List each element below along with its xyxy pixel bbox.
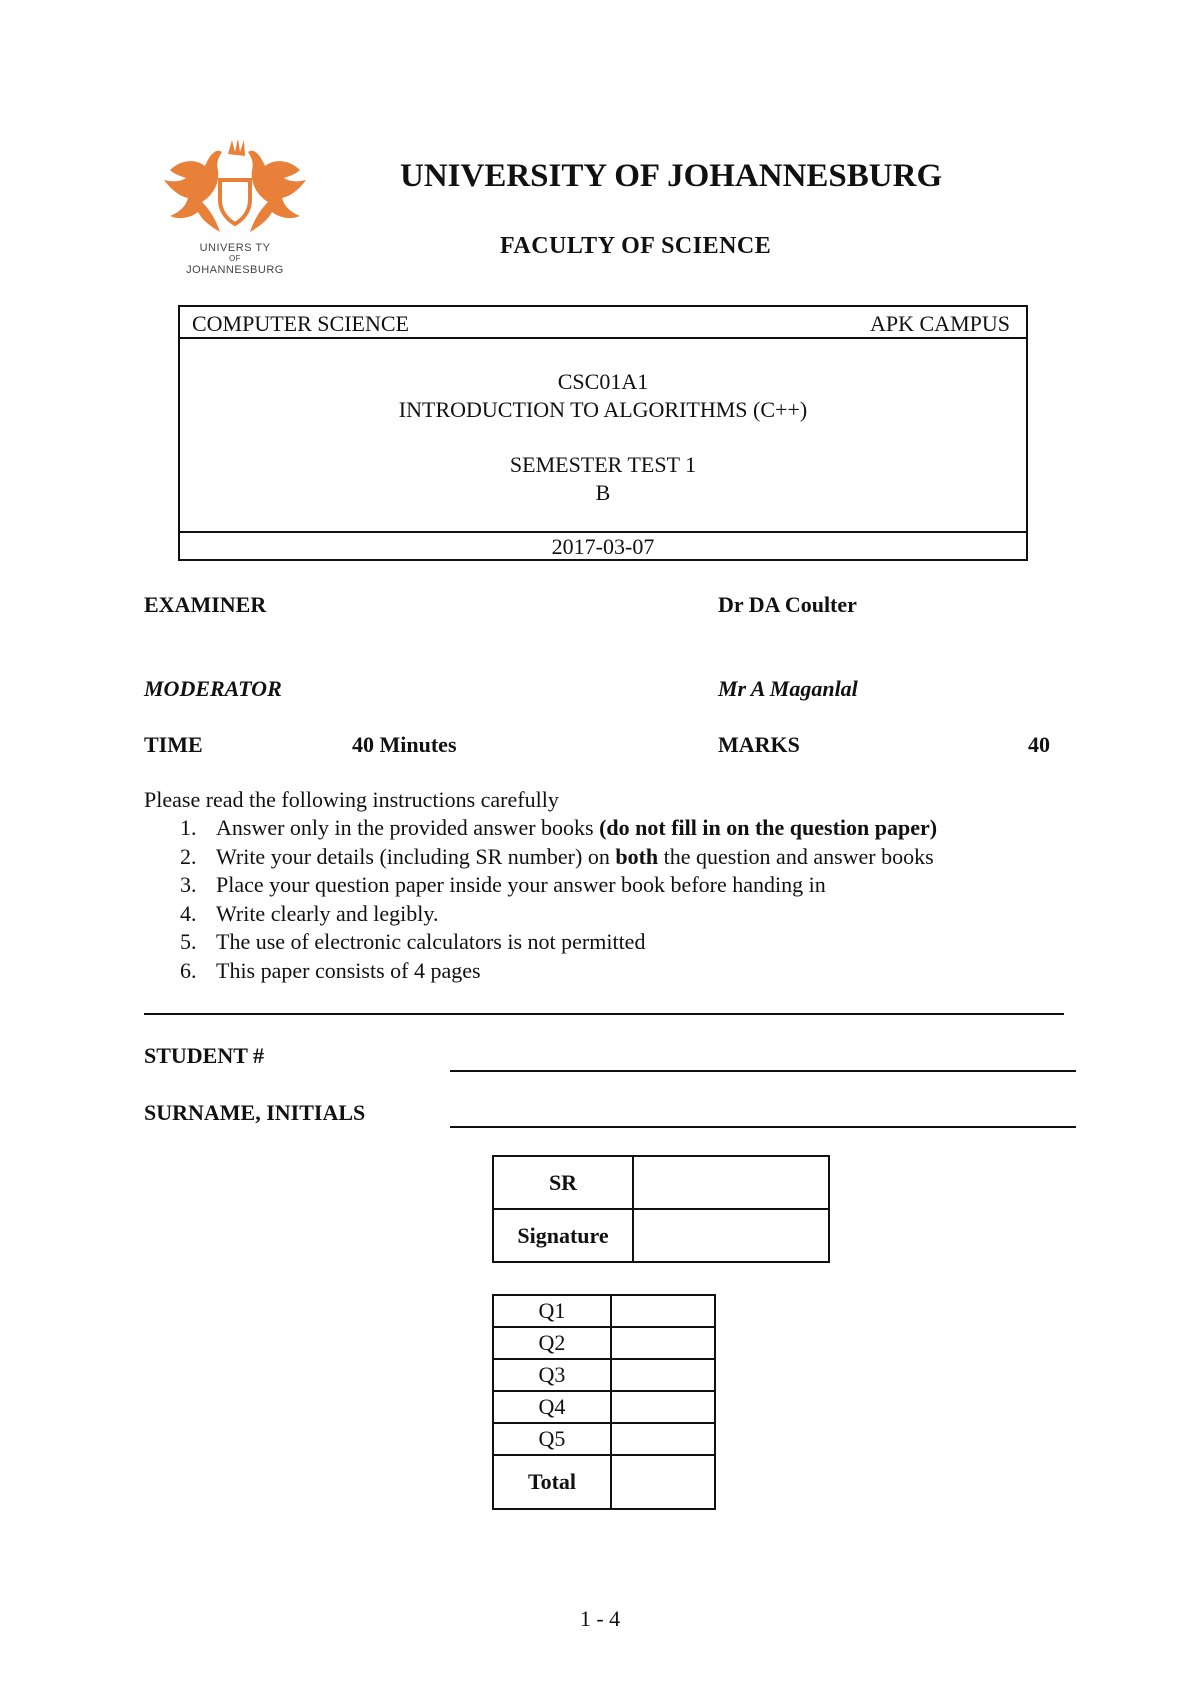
question-label-q5: Q5	[493, 1423, 611, 1455]
instruction-item: 3. Place your question paper inside your answer book before handing in	[180, 872, 826, 897]
sr-input-cell[interactable]	[633, 1156, 829, 1209]
university-logo	[150, 140, 320, 280]
mark-cell-q5[interactable]	[611, 1423, 715, 1455]
test-name: SEMESTER TEST 1	[509, 452, 697, 477]
question-marks-table	[492, 1294, 716, 1510]
question-label-q1: Q1	[493, 1295, 611, 1327]
logo-text-line3: JOHANNESBURG	[186, 264, 284, 276]
surname-label: SURNAME, INITIALS	[144, 1100, 366, 1125]
instruction-item: 5. The use of electronic calculators is not permitted	[180, 929, 646, 954]
instruction-item: 2. Write your details (including SR number) on both the question and answer books	[180, 843, 934, 869]
signature-input-cell[interactable]	[633, 1209, 829, 1262]
section-divider	[144, 1013, 1064, 1015]
student-number-label: STUDENT #	[144, 1043, 265, 1068]
instruction-item: 4. Write clearly and legibly.	[180, 900, 439, 926]
campus-name: APK CAMPUS	[870, 311, 1010, 336]
time-label: TIME	[144, 732, 203, 757]
question-label-q3: Q3	[493, 1359, 611, 1391]
time-value: 40 Minutes	[352, 732, 457, 757]
faculty-title: FACULTY OF SCIENCE	[500, 233, 772, 259]
sr-label: SR	[493, 1156, 633, 1209]
surname-field[interactable]	[450, 1126, 1076, 1128]
sr-signature-table	[492, 1155, 830, 1263]
moderator-label: MODERATOR	[144, 676, 282, 701]
examiner-name: Dr DA Coulter	[718, 592, 857, 617]
instruction-item: 1. Answer only in the provided answer books (do not fill in on the question paper)	[180, 815, 938, 840]
total-mark-cell[interactable]	[611, 1455, 715, 1509]
instruction-item: 6. This paper consists of 4 pages	[180, 957, 481, 983]
logo-text-line1: UNIVERS TY	[199, 242, 271, 254]
mark-cell-q4[interactable]	[611, 1391, 715, 1423]
logo-text-line2: OF	[228, 254, 242, 263]
mark-cell-q1[interactable]	[611, 1295, 715, 1327]
box-divider-top	[180, 337, 1026, 339]
department-name: COMPUTER SCIENCE	[192, 311, 409, 336]
signature-label: Signature	[493, 1209, 633, 1262]
marks-value: 40	[1028, 732, 1050, 757]
mark-cell-q3[interactable]	[611, 1359, 715, 1391]
mark-cell-q2[interactable]	[611, 1327, 715, 1359]
course-code: CSC01A1	[557, 369, 649, 394]
question-label-q4: Q4	[493, 1391, 611, 1423]
student-number-field[interactable]	[450, 1070, 1076, 1072]
moderator-name: Mr A Maganlal	[718, 676, 858, 701]
box-divider-bottom	[180, 531, 1026, 533]
total-label: Total	[493, 1455, 611, 1509]
course-name: INTRODUCTION TO ALGORITHMS (C++)	[398, 397, 808, 422]
examiner-label: EXAMINER	[144, 592, 267, 617]
university-title: UNIVERSITY OF JOHANNESBURG	[400, 158, 943, 194]
page-number: 1 - 4	[579, 1606, 621, 1631]
instructions-list	[180, 814, 937, 985]
course-info-box	[178, 305, 1028, 561]
question-label-q2: Q2	[493, 1327, 611, 1359]
test-version: B	[595, 480, 611, 505]
instructions-title: Please read the following instructions carefully	[144, 787, 559, 812]
test-date: 2017-03-07	[551, 534, 655, 559]
uj-logo-icon	[150, 140, 320, 240]
marks-label: MARKS	[718, 732, 800, 757]
